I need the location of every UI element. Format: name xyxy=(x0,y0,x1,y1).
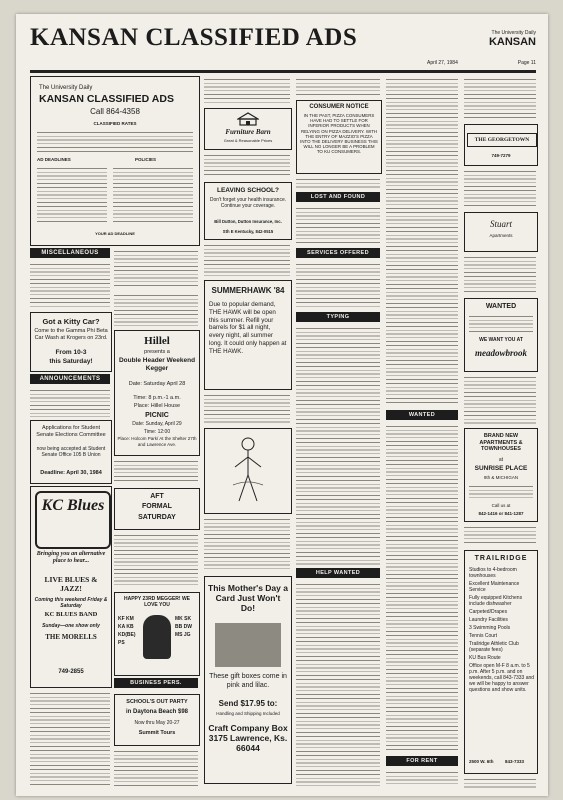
stuart-apartments-ad xyxy=(464,212,538,252)
stuart-name: Stuart xyxy=(489,219,512,229)
business-listings xyxy=(114,748,198,786)
leaving-body: Don't forget your health insurance. Continue your coverage. xyxy=(209,197,287,209)
sunrise-phone: 842-1416 or 841-1287 xyxy=(478,511,524,516)
hillel-picnic-time: Time: 12:00 xyxy=(143,429,171,435)
meadowbrook-sub: WE WANT YOU AT xyxy=(479,337,523,343)
mothers-title: This Mother's Day a Card Just Won't Do! xyxy=(208,583,288,613)
gift-box-image xyxy=(215,623,281,667)
announcement-listings xyxy=(30,387,110,417)
col5-listings-2 xyxy=(464,168,536,208)
mothers-day-ad xyxy=(204,576,292,784)
georgetown-phone: 749-7279 xyxy=(491,153,511,158)
sunrise-name: SUNRISE PLACE xyxy=(474,465,528,472)
spring-line3: Now thru May 20-27 xyxy=(134,720,180,726)
col5-listings-top xyxy=(464,76,536,120)
feature-item: Office open M-F 8 a.m. to 5 p.m. After 5 p.m. and on weekends, call 843-7333 and we will be happy to answer questions and show units. xyxy=(469,663,535,693)
sunrise-location: 9th & MICHIGAN xyxy=(483,475,519,480)
feature-item: 3 Swimming Pools xyxy=(469,625,511,631)
typing-listings xyxy=(296,325,380,565)
announcements-heading: ANNOUNCEMENTS xyxy=(30,374,110,384)
hillel-name: Hillel xyxy=(144,335,170,347)
kc-phone: 749-2855 xyxy=(58,669,84,675)
furniture-barn-tag: Great & Reasonable Prices xyxy=(223,138,273,143)
meadowbrook-title: WANTED xyxy=(485,303,517,310)
senate-text: now being accepted at Student Senate Office 105 B Union xyxy=(36,446,106,458)
kc-blues-ad xyxy=(30,486,112,688)
spring-break-ad xyxy=(114,694,200,746)
for-rent-listings xyxy=(386,769,458,787)
aft-formal-ad xyxy=(114,488,200,530)
misc-listings-2 xyxy=(114,248,198,288)
for-rent-heading: FOR RENT xyxy=(386,756,458,766)
feature-item: Tennis Court xyxy=(469,633,498,639)
classified-masthead xyxy=(30,76,200,246)
help-wanted-listings xyxy=(296,581,380,786)
wanted-heading: WANTED xyxy=(386,410,458,420)
hillel-place: Place: Hillel House xyxy=(133,403,181,409)
col5-listings-5 xyxy=(464,524,536,546)
col3-listings-2 xyxy=(296,176,380,190)
feature-item: Laundry Facilities xyxy=(469,617,508,623)
kc-sunday: Sunday—one show only xyxy=(42,623,100,629)
trailridge-features xyxy=(469,567,535,695)
misc-listings xyxy=(30,261,110,309)
deadlines-text xyxy=(37,165,107,225)
misc-listings-3 xyxy=(30,690,110,786)
consumer-body: IN THE PAST, PIZZA CONSUMERS HAVE HAD TO SETTLE FOR INFERIOR PRODUCTS WHEN RELYING ON PIZZA DELIVERY. WITH THE ENTRY OF MAZZIO'S PIZZA INTO THE DELIVERY BUSINESS THIS WILL NO LONGER BE A PROBLEM TO KU CONSUMERS. xyxy=(300,113,378,155)
announcement-listings-2 xyxy=(114,458,198,484)
col2-listings-3 xyxy=(204,242,290,276)
feature-item: Trailridge Athletic Club (separate fees) xyxy=(469,641,519,653)
feature-item: KU Bus Route xyxy=(469,655,501,661)
kc-weekend: Coming this weekend Friday & Saturday xyxy=(34,597,108,609)
consumer-title: CONSUMER NOTICE xyxy=(309,104,369,110)
leaving-title: LEAVING SCHOOL? xyxy=(217,187,279,194)
sketch-figure xyxy=(227,435,269,507)
hillel-ad xyxy=(114,330,200,456)
masthead-title: KANSAN CLASSIFIED ADS xyxy=(39,93,174,105)
sunrise-place-ad xyxy=(464,428,538,522)
col5-listings-6 xyxy=(464,776,536,788)
hillel-event: Double Header Weekend Kegger xyxy=(118,357,196,372)
trailridge-ad xyxy=(464,550,538,774)
hillel-date: Date: Saturday April 28 xyxy=(128,381,186,387)
trailridge-address: 2500 W. 6th xyxy=(469,759,494,764)
mothers-price: Send $17.95 to: xyxy=(218,699,278,708)
masthead-footer: YOUR AD DEADLINE xyxy=(95,231,135,236)
birthday-photo xyxy=(143,615,171,659)
hillel-picnic-place: Place: Holcom Park/ At the Shelter 27th and Lawrence Ave. xyxy=(117,436,197,447)
gamma-phi-title: Got a Kitty Car? xyxy=(42,317,100,326)
ride-listings xyxy=(114,292,198,326)
services-offered-heading: SERVICES OFFERED xyxy=(296,248,380,258)
aft-line1: AFT xyxy=(150,493,164,500)
mothers-address: Craft Company Box 3175 Lawrence, Ks. 66044 xyxy=(208,723,288,753)
rates-heading: CLASSIFIED RATES xyxy=(93,121,137,126)
feature-item: Carpeted/Drapes xyxy=(469,609,508,615)
georgetown-ad xyxy=(464,124,538,166)
col2-listings-4 xyxy=(204,392,290,424)
consumer-notice-ad xyxy=(296,100,382,174)
sunrise-headline: BRAND NEW APARTMENTS & TOWNHOUSES xyxy=(479,433,523,452)
col2-listings-5 xyxy=(204,516,290,572)
col2-listings-top xyxy=(204,76,290,104)
mothers-boxes: These gift boxes come in pink and lilac. xyxy=(209,673,287,689)
hillel-time: Time: 8 p.m.-1 a.m. xyxy=(133,395,181,401)
gamma-phi-ad xyxy=(30,312,112,372)
kc-intro: Bringing you an alternative place to hear... xyxy=(36,551,106,564)
personals-listings xyxy=(114,532,198,588)
hillel-picnic-date: Date: Sunday, April 29 xyxy=(132,421,182,427)
kc-blues-logo: KC Blues xyxy=(35,491,111,549)
newspaper-logo-name: KANSAN xyxy=(488,36,536,48)
services-listings xyxy=(296,261,380,309)
leaving-addr: Sth E Kentucky, 842-0515 xyxy=(222,229,274,234)
aft-line3: SATURDAY xyxy=(138,514,176,521)
birthday-left: KF KM KA KB KD(BE) PS xyxy=(118,616,136,646)
feature-item: Studios to 4-bedroom townhouses xyxy=(469,567,517,579)
furniture-barn-ad xyxy=(204,108,292,150)
business-personals-heading: BUSINESS PERS. xyxy=(114,678,198,688)
aft-line2: FORMAL xyxy=(142,503,172,510)
newspaper-logo-sub: The University Daily xyxy=(491,30,536,36)
trailridge-name: TRAILRIDGE xyxy=(474,555,528,562)
lost-found-listings xyxy=(296,205,380,245)
rates-table xyxy=(37,129,193,153)
stuart-tag: Apartments xyxy=(489,233,513,238)
gamma-phi-text: Come to the Gamma Phi Beta Car Wash at Krogers on 23rd. xyxy=(34,328,108,341)
help-wanted-heading: HELP WANTED xyxy=(296,568,380,578)
wanted-listings xyxy=(386,423,458,753)
summerhawk-body: Due to popular demand, THE HAWK will be open this summer. Refill your barrels for $1 all night, every night, all summer long. It could only happen at THE HAWK. xyxy=(209,301,287,355)
page-header xyxy=(30,24,536,73)
page-number: Page 11 xyxy=(517,60,536,66)
georgetown-name: THE GEORGETOWN xyxy=(467,133,537,147)
kc-morells: THE MORELLS xyxy=(45,633,97,641)
birthday-ad xyxy=(114,592,200,676)
meadowbrook-text xyxy=(469,313,533,333)
col2-listings-2 xyxy=(204,152,290,178)
policies-text xyxy=(113,165,193,225)
leaving-school-ad xyxy=(204,182,292,240)
spring-line1: SCHOOL'S OUT PARTY xyxy=(126,699,188,705)
sunrise-text xyxy=(469,483,533,501)
section-title: KANSAN CLASSIFIED ADS xyxy=(30,24,358,51)
col5-listings-3 xyxy=(464,254,536,294)
newspaper-logo xyxy=(489,30,536,48)
masthead-phone: Call 864-4358 xyxy=(90,107,140,116)
gamma-phi-time: From 10-3 xyxy=(55,349,87,356)
gamma-phi-day: this Saturday! xyxy=(49,358,93,365)
spring-line2: in Daytona Beach $98 xyxy=(125,709,189,715)
senate-title: Applications for Student Senate Elections Committee xyxy=(36,425,106,438)
trailridge-phone: 843-7333 xyxy=(505,759,525,764)
mothers-shipping: Handling and Shipping Included xyxy=(216,711,280,716)
senate-elections-ad xyxy=(30,420,112,484)
sketch-ad xyxy=(204,428,292,514)
summerhawk-ad xyxy=(204,280,292,390)
misc-heading: MISCELLANEOUS xyxy=(30,248,110,258)
meadowbrook-ad xyxy=(464,298,538,372)
sunrise-call: Call us at xyxy=(491,503,511,508)
issue-date: April 27, 1984 xyxy=(427,60,458,66)
feature-item: Fully equipped Kitchens include dishwasher xyxy=(469,595,523,607)
kc-live: LIVE BLUES & JAZZ! xyxy=(44,575,98,593)
col4-listings-top xyxy=(386,76,458,406)
lost-found-heading: LOST AND FOUND xyxy=(296,192,380,202)
hillel-presents: presents a xyxy=(144,349,170,355)
birthday-right: MK SK BB DW MS JG xyxy=(175,616,192,638)
sunrise-at: at xyxy=(498,457,504,463)
policies-heading: POLICIES xyxy=(135,157,157,162)
masthead-paper: The University Daily xyxy=(39,85,93,91)
newspaper-page xyxy=(16,14,548,796)
furniture-barn-name: Furniture Barn xyxy=(225,128,271,136)
kc-band: KC BLUES BAND xyxy=(44,611,98,618)
birthday-title: HAPPY 23RD MEGGER! WE LOVE YOU xyxy=(123,596,191,608)
deadlines-heading: AD DEADLINES xyxy=(37,157,71,162)
senate-deadline: Deadline: April 30, 1984 xyxy=(40,470,102,476)
spring-line4: Summit Tours xyxy=(138,730,176,736)
col3-listings-top xyxy=(296,76,380,96)
feature-item: Excellent Maintenance Service xyxy=(469,581,520,593)
hillel-picnic: PICNIC xyxy=(145,412,169,419)
col5-listings-4 xyxy=(464,374,536,424)
typing-heading: TYPING xyxy=(296,312,380,322)
summerhawk-title: SUMMERHAWK '84 xyxy=(211,286,285,295)
meadowbrook-name: meadowbrook xyxy=(474,348,527,358)
barn-icon xyxy=(237,112,259,126)
leaving-name: Bill Dutton, Dutton Insurance, Inc. xyxy=(214,219,282,224)
